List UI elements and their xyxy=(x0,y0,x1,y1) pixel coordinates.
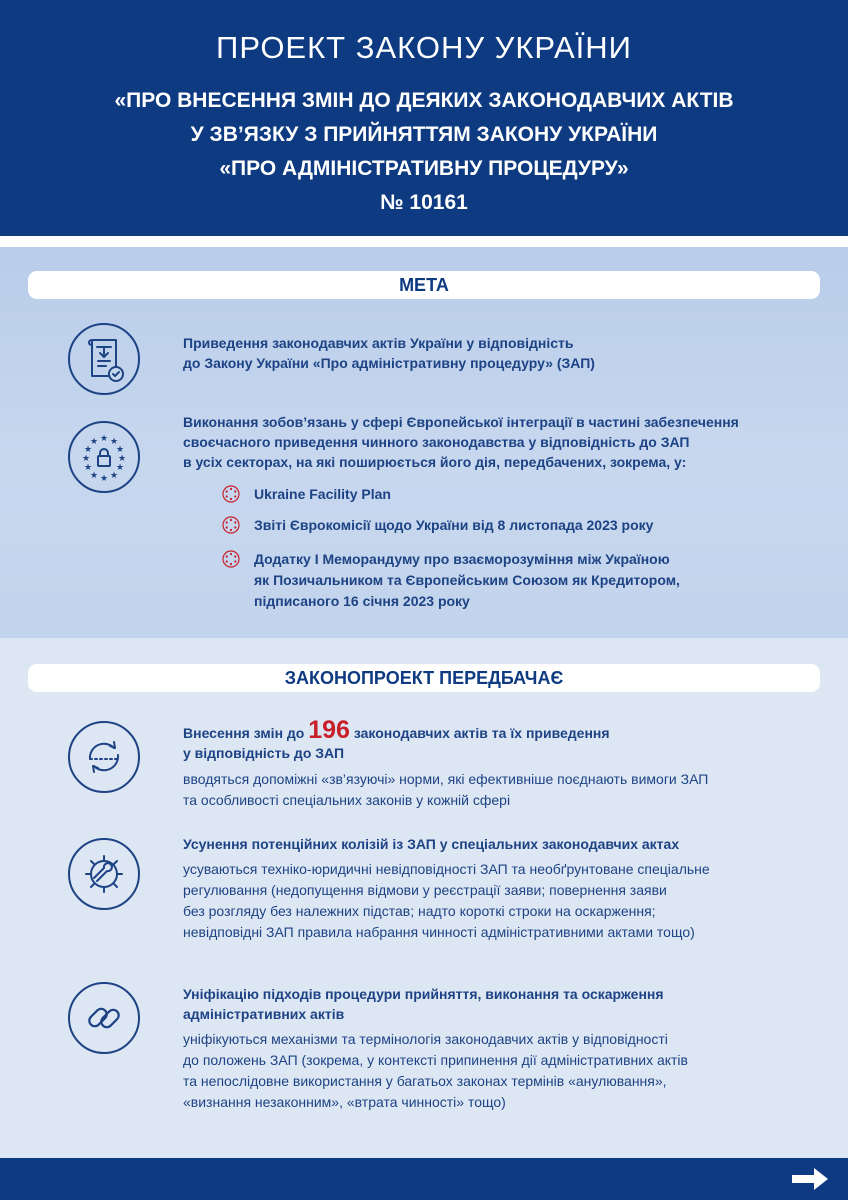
text-line: у відповідність до ЗАП xyxy=(183,745,345,761)
svg-text:★: ★ xyxy=(117,454,127,464)
goal-item-1-text xyxy=(183,333,595,373)
bullet-text xyxy=(254,484,391,505)
text-line: Ukraine Facility Plan xyxy=(254,486,391,502)
goal-heading: МЕТА xyxy=(28,271,820,299)
gear-wrench-icon xyxy=(68,838,140,910)
bullet-text xyxy=(254,549,680,612)
title-suffix: законодавчих актів та їх приведення xyxy=(349,725,610,741)
refresh-arrows-icon xyxy=(68,721,140,793)
text-line: адміністративних актів xyxy=(183,1006,345,1022)
text-line: невідповідні ЗАП правила набрання чинності адміністративними актами тощо) xyxy=(183,924,695,940)
provides-item-2-body xyxy=(183,859,710,943)
provides-item-1-title xyxy=(183,716,610,763)
acts-count: 196 xyxy=(308,716,350,744)
eu-circle-bullet-icon xyxy=(222,485,240,503)
text-line: до положень ЗАП (зокрема, у контексті припинення дії адміністративних актів xyxy=(183,1052,688,1068)
provides-item-2-title xyxy=(183,834,679,854)
provides-item-3-title xyxy=(183,984,664,1024)
bill-number: № 10161 xyxy=(380,191,468,214)
arrow-right-icon[interactable] xyxy=(790,1166,830,1192)
svg-text:★: ★ xyxy=(81,454,91,464)
text-line: підписаного 16 січня 2023 року xyxy=(254,593,470,609)
title-prefix: Внесення змін до xyxy=(183,725,309,741)
text-line: до Закону України «Про адміністративну процедуру» (ЗАП) xyxy=(183,355,595,371)
subtitle-line: «ПРО АДМІНІСТРАТИВНУ ПРОЦЕДУРУ» xyxy=(219,157,629,180)
document-check-icon xyxy=(68,323,140,395)
svg-text:★: ★ xyxy=(115,445,125,455)
goal-item-2-text xyxy=(183,412,739,472)
text-line: Звіті Єврокомісії щодо України від 8 листопада 2023 року xyxy=(254,517,654,533)
text-line: в усіх секторах, на які поширюється його дія, передбачених, зокрема, у: xyxy=(183,454,687,470)
chain-link-icon xyxy=(68,982,140,1054)
text-line: як Позичальником та Європейським Союзом як Кредитором, xyxy=(254,572,680,588)
footer-bar xyxy=(0,1158,848,1200)
text-line: усуваються техніко-юридичні невідповідності ЗАП та необґрунтоване спеціальне xyxy=(183,861,710,877)
svg-text:★: ★ xyxy=(89,471,99,481)
provides-item-3-body xyxy=(183,1029,688,1113)
svg-text:★: ★ xyxy=(109,471,119,481)
bullet-text xyxy=(254,515,653,536)
text-line: Уніфікацію підходів процедури прийняття, виконання та оскарження xyxy=(183,986,664,1002)
svg-text:★: ★ xyxy=(83,445,93,455)
svg-text:★: ★ xyxy=(99,434,109,444)
text-line: регулювання (недопущення відмови у реєстрації заяви; повернення заяви xyxy=(183,882,667,898)
page-title: ПРОЕКТ ЗАКОНУ УКРАЇНИ xyxy=(216,30,632,65)
svg-text:★: ★ xyxy=(115,463,125,473)
text-line: своєчасного приведення чинного законодавства у відповідність до ЗАП xyxy=(183,434,690,450)
text-line: та непослідовне використання у багатьох законах термінів «анулювання», xyxy=(183,1073,667,1089)
svg-text:★: ★ xyxy=(83,463,93,473)
eu-circle-bullet-icon xyxy=(222,550,240,568)
text-line: Виконання зобов’язань у сфері Європейської інтеграції в частині забезпечення xyxy=(183,414,739,430)
svg-text:★: ★ xyxy=(99,474,109,484)
eu-circle-bullet-icon xyxy=(222,516,240,534)
header-banner xyxy=(0,0,848,236)
text-line: та особливості спеціальних законів у кожній сфері xyxy=(183,792,511,808)
text-line: Додатку І Меморандуму про взаєморозуміння між Україною xyxy=(254,551,670,567)
page-subtitle xyxy=(0,84,848,220)
subtitle-line: У ЗВ’ЯЗКУ З ПРИЙНЯТТЯМ ЗАКОНУ УКРАЇНИ xyxy=(190,123,658,146)
provides-heading: ЗАКОНОПРОЕКТ ПЕРЕДБАЧАЄ xyxy=(28,664,820,692)
text-line xyxy=(183,716,610,744)
subtitle-line: «ПРО ВНЕСЕННЯ ЗМІН ДО ДЕЯКИХ ЗАКОНОДАВЧИХ АКТІВ xyxy=(114,89,734,112)
svg-text:★: ★ xyxy=(109,437,119,447)
text-line: без розгляду без належних підстав; надто короткі строки на оскарження; xyxy=(183,903,656,919)
text-line: Усунення потенційних колізій із ЗАП у спеціальних законодавчих актах xyxy=(183,836,680,852)
text-line: уніфікуються механізми та термінологія законодавчих актів у відповідності xyxy=(183,1031,668,1047)
svg-text:★: ★ xyxy=(89,437,99,447)
text-line: «визнання незаконним», «втрата чинності» тощо) xyxy=(183,1094,506,1110)
text-line: вводяться допоміжні «зв’язуючі» норми, які ефективніше поєднають вимоги ЗАП xyxy=(183,771,709,787)
eu-stars-lock-icon xyxy=(68,421,140,493)
provides-item-1-body xyxy=(183,769,708,811)
text-line: Приведення законодавчих актів України у відповідність xyxy=(183,335,574,351)
